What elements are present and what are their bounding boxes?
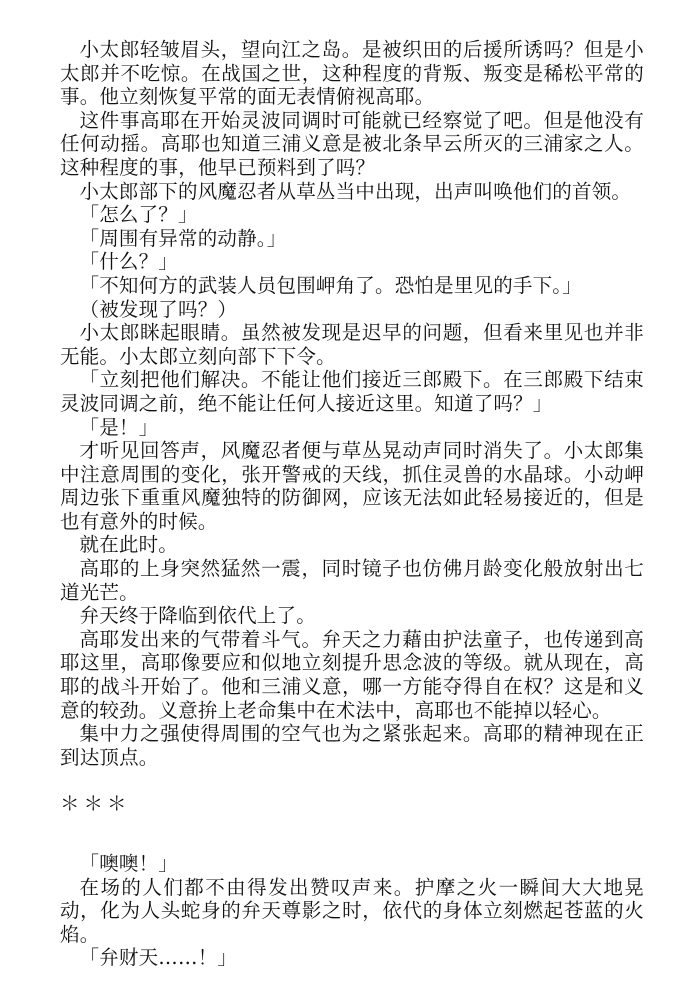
paragraph-1: 小太郎轻皱眉头，望向江之岛。是被织田的后援所诱吗？但是小太郎并不吃惊。在战国之世，这种程度的背叛、叛变是稀松平常的事。他立刻恢复平常的面无表情俯视高耶。 (60, 38, 644, 109)
paragraph-11: 在场的人们都不由得发出赞叹声来。护摩之火一瞬间大大地晃动，化为人头蛇身的弁天尊影之时，依代的身体立刻燃起苍蓝的火焰。 (60, 875, 644, 946)
dialogue-line-4: 「不知何方的武装人员包围岬角了。恐怕是里见的手下。」 (79, 273, 582, 297)
text-body-part2 (60, 852, 644, 970)
paragraph-9: 高耶发出来的气带着斗气。弁天之力藉由护法童子，也传递到高耶这里，高耶像要应和似地立刻提升思念波的等级。就从现在，高耶的战斗开始了。他和三浦义意，哪一方能夺得自在权？这是和义意的较劲。义意拚上老命集中在术法中，高耶也不能掉以轻心。 (60, 627, 644, 722)
text-body-part1 (60, 38, 644, 769)
inner-thought-line: （被发现了吗？） (79, 297, 238, 321)
paragraph-8: 弁天终于降临到依代上了。 (79, 604, 316, 628)
dialogue-line-5: 「立刻把他们解决。不能让他们接近三郎殿下。在三郎殿下结束灵波同调之前，绝不能让任何人接近这里。知道了吗？」 (60, 368, 644, 415)
dialogue-line-1: 「怎么了？」 (79, 203, 198, 227)
paragraph-4: 小太郎眯起眼睛。虽然被发现是迟早的问题，但看来里见也并非无能。小太郎立刻向部下下令。 (60, 321, 644, 368)
dialogue-line-7: 「噢噢！」 (79, 852, 179, 875)
paragraph-7: 高耶的上身突然猛然一震，同时镜子也仿佛月龄变化般放射出七道光芒。 (60, 557, 644, 604)
paragraph-3: 小太郎部下的风魔忍者从草丛当中出现，出声叫唤他们的首领。 (79, 179, 632, 203)
section-separator: ＊＊＊ (60, 792, 131, 816)
paragraph-5: 才听见回答声，风魔忍者便与草丛晃动声同时消失了。小太郎集中注意周围的变化，张开警戒的天线，抓住灵兽的水晶球。小动岬周边张下重重风魔独特的防御网，应该无法如此轻易接近的，但是也有意外的时候。 (60, 439, 644, 533)
dialogue-line-3: 「什么？」 (79, 250, 179, 274)
dialogue-line-6: 「是！」 (79, 415, 159, 439)
dialogue-line-2: 「周围有异常的动静。」 (79, 226, 287, 250)
paragraph-2: 这件事高耶在开始灵波同调时可能就已经察觉了吧。但是他没有任何动摇。高耶也知道三浦义意是被北条早云所灭的三浦家之人。这种程度的事，他早已预料到了吗？ (60, 108, 644, 179)
paragraph-10: 集中力之强使得周围的空气也为之紧张起来。高耶的精神现在正到达顶点。 (60, 722, 644, 769)
paragraph-6: 就在此时。 (79, 533, 179, 557)
dialogue-line-8: 「弁财天……！」 (79, 946, 238, 970)
